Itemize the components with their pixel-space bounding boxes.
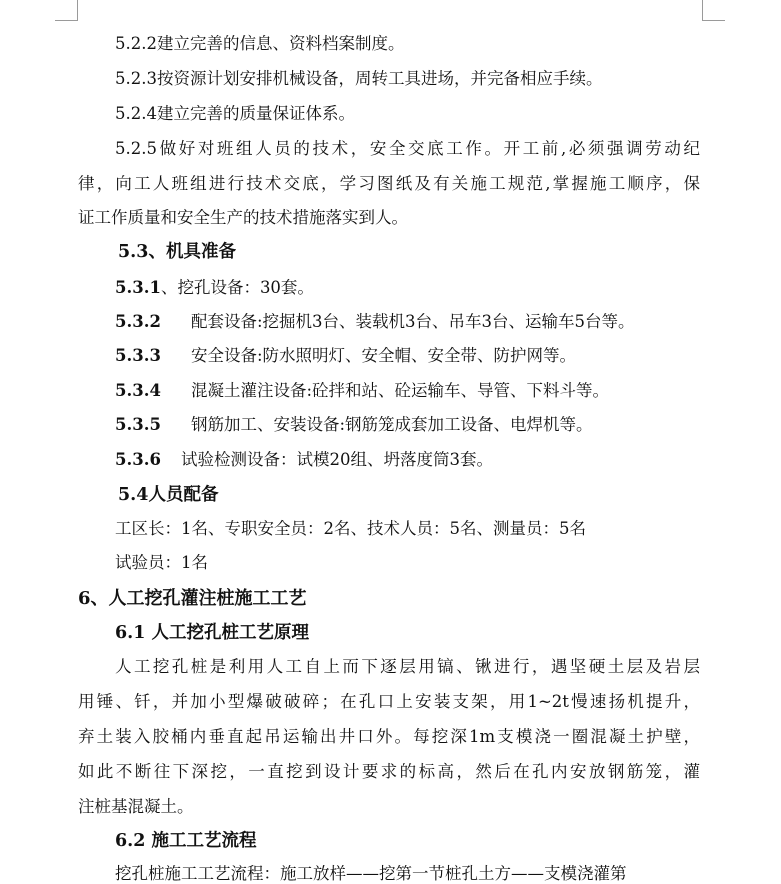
item-text: 安全设备:防水照明灯、安全帽、安全带、防护网等。	[191, 346, 577, 365]
clause-5-2-2: 5.2.2建立完善的信息、资料档案制度。	[115, 34, 405, 53]
clause-5-2-3: 5.2.3按资源计划安排机械设备，周转工具进场，并完备相应手续。	[115, 69, 603, 88]
para-6-1-line-1: 人工挖孔桩是利用人工自上而下逐层用镐、锹进行，遇坚硬土层及岩层	[115, 657, 700, 676]
heading-6-2: 6.2 施工工艺流程	[115, 831, 257, 851]
item-number: 5.3.2	[115, 312, 161, 331]
item-5-3-2	[115, 312, 635, 332]
heading-5-4: 5.4人员配备	[118, 485, 219, 505]
para-6-2-cut-line: 挖孔桩施工工艺流程：施工放样——挖第一节桩孔土方——支模浇灌第	[115, 864, 627, 883]
item-number: 5.3.1	[115, 278, 161, 297]
clause-5-2-5-line-2: 律，向工人班组进行技术交底，学习图纸及有关施工规范,掌握施工顺序，保	[78, 174, 700, 193]
heading-6: 6、人工挖孔灌注桩施工工艺	[78, 588, 307, 609]
para-6-1-line-4: 如此不断往下深挖，一直挖到设计要求的标高，然后在孔内安放钢筋笼，灌	[78, 762, 700, 781]
item-text: 钢筋加工、安装设备:钢筋笼成套加工设备、电焊机等。	[191, 415, 593, 434]
clause-5-2-5-line-1: 5.2.5做好对班组人员的技术，安全交底工作。开工前,必须强调劳动纪	[115, 139, 700, 158]
item-number: 5.3.5	[115, 415, 161, 434]
item-5-3-1	[115, 278, 314, 298]
staff-line-2: 试验员：1名	[115, 553, 208, 572]
para-6-1-line-3: 弃土装入胶桶内垂直起吊运输出井口外。每挖深1m支模浇一圈混凝土护壁，	[78, 727, 700, 746]
crop-mark-top-right	[702, 0, 725, 21]
crop-mark-top-left	[55, 0, 78, 21]
item-number: 5.3.6	[115, 450, 161, 469]
clause-5-2-4: 5.2.4建立完善的质量保证体系。	[115, 104, 355, 123]
item-text: 配套设备:挖掘机3台、装载机3台、吊车3台、运输车5台等。	[191, 312, 635, 331]
item-number: 5.3.4	[115, 381, 161, 400]
item-text: 混凝土灌注设备:砼拌和站、砼运输车、导管、下料斗等。	[191, 381, 610, 400]
item-5-3-5	[115, 415, 593, 435]
para-6-1-line-5: 注桩基混凝土。	[78, 797, 194, 816]
staff-line-1: 工区长：1名、专职安全员：2名、技术人员：5名、测量员：5名	[115, 519, 586, 538]
heading-6-1: 6.1 人工挖孔桩工艺原理	[115, 623, 310, 643]
heading-5-3: 5.3、机具准备	[118, 242, 236, 262]
item-number: 5.3.3	[115, 346, 161, 365]
clause-5-2-5-line-3: 证工作质量和安全生产的技术措施落实到人。	[78, 208, 408, 227]
item-5-3-3	[115, 346, 576, 366]
item-5-3-6	[115, 450, 493, 470]
item-text: 、挖孔设备：30套。	[160, 278, 314, 297]
item-5-3-4	[115, 381, 609, 401]
para-6-1-line-2: 用锤、钎，并加小型爆破破碎；在孔口上安装支架，用1~2t慢速扬机提升，	[78, 692, 700, 711]
item-text: 试验检测设备：试模20组、坍落度筒3套。	[181, 450, 493, 469]
